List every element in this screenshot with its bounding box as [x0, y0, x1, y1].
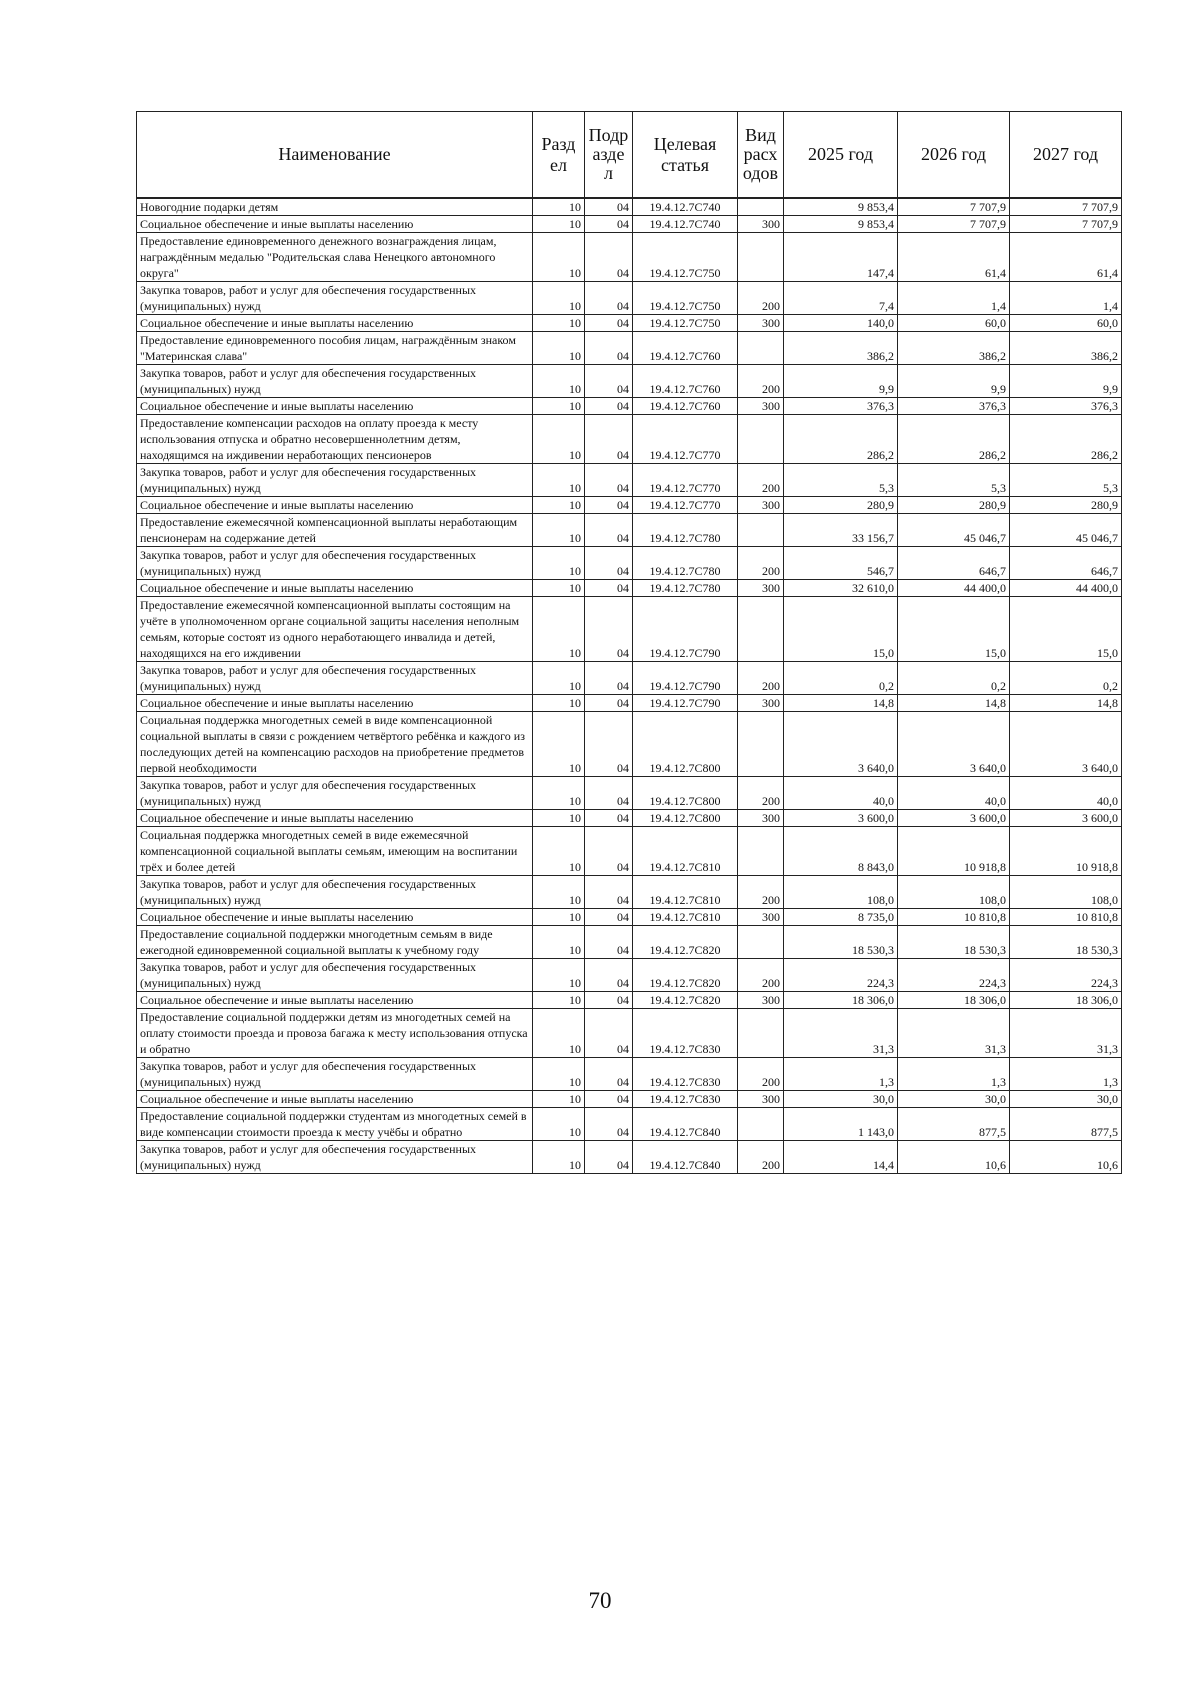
col-header-tselevaya: Целевая статья: [633, 112, 738, 199]
cell-razdel: 10: [533, 712, 585, 777]
cell-2026: 5,3: [898, 464, 1010, 497]
table-row: [137, 876, 1122, 909]
cell-vid: 200: [738, 662, 784, 695]
cell-tselevaya: 19.4.12.7С740: [633, 216, 738, 233]
cell-vid: [738, 198, 784, 216]
cell-2025: 14,8: [784, 695, 898, 712]
cell-vid: 300: [738, 992, 784, 1009]
cell-name: Закупка товаров, работ и услуг для обеспечения государственных (муниципальных) нужд: [137, 464, 533, 497]
cell-2026: 877,5: [898, 1108, 1010, 1141]
cell-razdel: 10: [533, 282, 585, 315]
cell-vid: 300: [738, 497, 784, 514]
cell-2027: 60,0: [1010, 315, 1122, 332]
cell-podrazdel: 04: [585, 1058, 633, 1091]
cell-podrazdel: 04: [585, 992, 633, 1009]
cell-vid: [738, 415, 784, 464]
cell-name: Закупка товаров, работ и услуг для обеспечения государственных (муниципальных) нужд: [137, 547, 533, 580]
cell-razdel: 10: [533, 926, 585, 959]
cell-podrazdel: 04: [585, 547, 633, 580]
cell-2025: 0,2: [784, 662, 898, 695]
cell-podrazdel: 04: [585, 315, 633, 332]
cell-2027: 31,3: [1010, 1009, 1122, 1058]
table-row: [137, 332, 1122, 365]
cell-2027: 0,2: [1010, 662, 1122, 695]
cell-2026: 45 046,7: [898, 514, 1010, 547]
cell-vid: 200: [738, 959, 784, 992]
cell-podrazdel: 04: [585, 233, 633, 282]
table-row: [137, 315, 1122, 332]
cell-2026: 224,3: [898, 959, 1010, 992]
cell-vid: [738, 514, 784, 547]
cell-2027: 7 707,9: [1010, 198, 1122, 216]
cell-razdel: 10: [533, 216, 585, 233]
cell-name: Социальное обеспечение и иные выплаты населению: [137, 992, 533, 1009]
cell-2025: 147,4: [784, 233, 898, 282]
cell-2026: 60,0: [898, 315, 1010, 332]
cell-vid: [738, 233, 784, 282]
cell-podrazdel: 04: [585, 926, 633, 959]
cell-tselevaya: 19.4.12.7С760: [633, 365, 738, 398]
cell-name: Социальное обеспечение и иные выплаты населению: [137, 695, 533, 712]
cell-vid: 300: [738, 398, 784, 415]
cell-2027: 45 046,7: [1010, 514, 1122, 547]
cell-2027: 224,3: [1010, 959, 1122, 992]
cell-vid: 300: [738, 216, 784, 233]
cell-name: Предоставление социальной поддержки студентам из многодетных семей в виде компенсации стоимости проезда к месту учёбы и обратно: [137, 1108, 533, 1141]
cell-podrazdel: 04: [585, 1108, 633, 1141]
cell-2025: 8 735,0: [784, 909, 898, 926]
cell-razdel: 10: [533, 415, 585, 464]
cell-razdel: 10: [533, 398, 585, 415]
cell-podrazdel: 04: [585, 497, 633, 514]
table-row: [137, 662, 1122, 695]
table-row: [137, 1009, 1122, 1058]
cell-tselevaya: 19.4.12.7С750: [633, 233, 738, 282]
cell-2027: 108,0: [1010, 876, 1122, 909]
cell-2025: 18 530,3: [784, 926, 898, 959]
cell-vid: 300: [738, 810, 784, 827]
cell-2025: 140,0: [784, 315, 898, 332]
cell-podrazdel: 04: [585, 514, 633, 547]
cell-name: Социальное обеспечение и иные выплаты населению: [137, 216, 533, 233]
cell-vid: 300: [738, 580, 784, 597]
cell-2027: 877,5: [1010, 1108, 1122, 1141]
cell-razdel: 10: [533, 233, 585, 282]
cell-razdel: 10: [533, 695, 585, 712]
cell-2027: 386,2: [1010, 332, 1122, 365]
cell-razdel: 10: [533, 315, 585, 332]
cell-2026: 286,2: [898, 415, 1010, 464]
cell-podrazdel: 04: [585, 415, 633, 464]
cell-2026: 7 707,9: [898, 216, 1010, 233]
col-header-2027: 2027 год: [1010, 112, 1122, 199]
cell-tselevaya: 19.4.12.7С790: [633, 695, 738, 712]
cell-2025: 33 156,7: [784, 514, 898, 547]
cell-2027: 3 600,0: [1010, 810, 1122, 827]
table-row: [137, 959, 1122, 992]
table-row: [137, 464, 1122, 497]
cell-2025: 31,3: [784, 1009, 898, 1058]
cell-2026: 18 530,3: [898, 926, 1010, 959]
cell-2025: 9,9: [784, 365, 898, 398]
cell-name: Закупка товаров, работ и услуг для обеспечения государственных (муниципальных) нужд: [137, 959, 533, 992]
cell-name: Закупка товаров, работ и услуг для обеспечения государственных (муниципальных) нужд: [137, 662, 533, 695]
table-row: [137, 1091, 1122, 1108]
cell-2025: 3 600,0: [784, 810, 898, 827]
cell-2027: 10 810,8: [1010, 909, 1122, 926]
col-header-razdel: Разд ел: [533, 112, 585, 199]
cell-2025: 286,2: [784, 415, 898, 464]
cell-vid: [738, 332, 784, 365]
cell-vid: [738, 1009, 784, 1058]
cell-tselevaya: 19.4.12.7С750: [633, 282, 738, 315]
cell-2025: 5,3: [784, 464, 898, 497]
cell-2026: 7 707,9: [898, 198, 1010, 216]
cell-tselevaya: 19.4.12.7С790: [633, 662, 738, 695]
cell-2025: 40,0: [784, 777, 898, 810]
cell-razdel: 10: [533, 365, 585, 398]
cell-name: Социальное обеспечение и иные выплаты населению: [137, 810, 533, 827]
cell-2026: 386,2: [898, 332, 1010, 365]
cell-2027: 1,3: [1010, 1058, 1122, 1091]
cell-razdel: 10: [533, 464, 585, 497]
cell-2027: 18 530,3: [1010, 926, 1122, 959]
cell-tselevaya: 19.4.12.7С820: [633, 959, 738, 992]
cell-tselevaya: 19.4.12.7С780: [633, 580, 738, 597]
cell-2026: 18 306,0: [898, 992, 1010, 1009]
table-row: [137, 827, 1122, 876]
cell-name: Новогодние подарки детям: [137, 198, 533, 216]
cell-name: Закупка товаров, работ и услуг для обеспечения государственных (муниципальных) нужд: [137, 282, 533, 315]
cell-podrazdel: 04: [585, 959, 633, 992]
cell-tselevaya: 19.4.12.7С780: [633, 547, 738, 580]
cell-vid: 200: [738, 876, 784, 909]
cell-2025: 7,4: [784, 282, 898, 315]
cell-2027: 1,4: [1010, 282, 1122, 315]
cell-vid: 300: [738, 315, 784, 332]
col-header-podrazdel: Подр азде л: [585, 112, 633, 199]
col-header-2026: 2026 год: [898, 112, 1010, 199]
cell-razdel: 10: [533, 810, 585, 827]
cell-2026: 61,4: [898, 233, 1010, 282]
cell-podrazdel: 04: [585, 1141, 633, 1174]
cell-2026: 10,6: [898, 1141, 1010, 1174]
cell-tselevaya: 19.4.12.7С840: [633, 1141, 738, 1174]
cell-vid: [738, 926, 784, 959]
cell-2026: 3 640,0: [898, 712, 1010, 777]
cell-vid: 200: [738, 282, 784, 315]
table-row: [137, 597, 1122, 662]
cell-2026: 31,3: [898, 1009, 1010, 1058]
cell-2026: 108,0: [898, 876, 1010, 909]
cell-2027: 15,0: [1010, 597, 1122, 662]
cell-name: Социальное обеспечение и иные выплаты населению: [137, 315, 533, 332]
cell-vid: [738, 1108, 784, 1141]
cell-tselevaya: 19.4.12.7С810: [633, 909, 738, 926]
cell-razdel: 10: [533, 662, 585, 695]
cell-podrazdel: 04: [585, 827, 633, 876]
cell-2025: 1,3: [784, 1058, 898, 1091]
cell-tselevaya: 19.4.12.7С770: [633, 497, 738, 514]
cell-podrazdel: 04: [585, 198, 633, 216]
cell-razdel: 10: [533, 992, 585, 1009]
cell-2027: 286,2: [1010, 415, 1122, 464]
cell-vid: 200: [738, 777, 784, 810]
cell-2026: 646,7: [898, 547, 1010, 580]
cell-name: Предоставление единовременного пособия лицам, награждённым знаком "Материнская слава": [137, 332, 533, 365]
cell-razdel: 10: [533, 909, 585, 926]
table-row: [137, 415, 1122, 464]
col-header-name: Наименование: [137, 112, 533, 199]
cell-2026: 14,8: [898, 695, 1010, 712]
cell-tselevaya: 19.4.12.7С750: [633, 315, 738, 332]
cell-tselevaya: 19.4.12.7С800: [633, 777, 738, 810]
cell-razdel: 10: [533, 547, 585, 580]
cell-name: Социальное обеспечение и иные выплаты населению: [137, 909, 533, 926]
table-row: [137, 514, 1122, 547]
cell-2026: 1,3: [898, 1058, 1010, 1091]
cell-podrazdel: 04: [585, 398, 633, 415]
cell-2026: 3 600,0: [898, 810, 1010, 827]
cell-tselevaya: 19.4.12.7С820: [633, 992, 738, 1009]
table-row: [137, 1108, 1122, 1141]
cell-razdel: 10: [533, 198, 585, 216]
cell-2025: 224,3: [784, 959, 898, 992]
cell-2025: 18 306,0: [784, 992, 898, 1009]
cell-razdel: 10: [533, 1009, 585, 1058]
cell-razdel: 10: [533, 1141, 585, 1174]
table-row: [137, 233, 1122, 282]
cell-name: Закупка товаров, работ и услуг для обеспечения государственных (муниципальных) нужд: [137, 777, 533, 810]
cell-name: Закупка товаров, работ и услуг для обеспечения государственных (муниципальных) нужд: [137, 876, 533, 909]
cell-name: Предоставление единовременного денежного вознаграждения лицам, награждённым медалью "Родительская слава Ненецкого автономного округа": [137, 233, 533, 282]
cell-razdel: 10: [533, 827, 585, 876]
cell-name: Предоставление социальной поддержки многодетным семьям в виде ежегодной единовременной социальной выплаты к учебному году: [137, 926, 533, 959]
cell-2027: 5,3: [1010, 464, 1122, 497]
cell-2027: 7 707,9: [1010, 216, 1122, 233]
cell-podrazdel: 04: [585, 695, 633, 712]
cell-tselevaya: 19.4.12.7С820: [633, 926, 738, 959]
cell-tselevaya: 19.4.12.7С830: [633, 1009, 738, 1058]
cell-podrazdel: 04: [585, 282, 633, 315]
cell-tselevaya: 19.4.12.7С790: [633, 597, 738, 662]
cell-name: Предоставление ежемесячной компенсационной выплаты состоящим на учёте в уполномоченном органе социальной защиты населения неполным семьям, которые состоят из одного неработающего инвалида и детей, находящихся на его иждивении: [137, 597, 533, 662]
cell-podrazdel: 04: [585, 365, 633, 398]
cell-2025: 546,7: [784, 547, 898, 580]
table-row: [137, 398, 1122, 415]
table-header-row: [137, 112, 1122, 199]
col-header-vid: Вид расх одов: [738, 112, 784, 199]
table-row: [137, 547, 1122, 580]
cell-vid: 200: [738, 365, 784, 398]
cell-podrazdel: 04: [585, 876, 633, 909]
cell-2027: 61,4: [1010, 233, 1122, 282]
cell-2027: 18 306,0: [1010, 992, 1122, 1009]
cell-2026: 280,9: [898, 497, 1010, 514]
cell-2027: 3 640,0: [1010, 712, 1122, 777]
cell-2025: 386,2: [784, 332, 898, 365]
cell-razdel: 10: [533, 332, 585, 365]
table-row: [137, 497, 1122, 514]
cell-razdel: 10: [533, 959, 585, 992]
cell-tselevaya: 19.4.12.7С800: [633, 712, 738, 777]
cell-podrazdel: 04: [585, 1009, 633, 1058]
cell-2027: 10 918,8: [1010, 827, 1122, 876]
cell-name: Социальное обеспечение и иные выплаты населению: [137, 497, 533, 514]
cell-razdel: 10: [533, 1058, 585, 1091]
cell-2026: 44 400,0: [898, 580, 1010, 597]
cell-podrazdel: 04: [585, 332, 633, 365]
cell-vid: 200: [738, 464, 784, 497]
cell-2026: 9,9: [898, 365, 1010, 398]
cell-vid: 300: [738, 1091, 784, 1108]
cell-tselevaya: 19.4.12.7С740: [633, 198, 738, 216]
cell-2025: 9 853,4: [784, 216, 898, 233]
cell-tselevaya: 19.4.12.7С770: [633, 464, 738, 497]
cell-2026: 10 810,8: [898, 909, 1010, 926]
cell-2025: 1 143,0: [784, 1108, 898, 1141]
cell-vid: [738, 597, 784, 662]
table-row: [137, 198, 1122, 216]
cell-razdel: 10: [533, 1091, 585, 1108]
cell-2025: 108,0: [784, 876, 898, 909]
table-row: [137, 1141, 1122, 1174]
cell-2025: 15,0: [784, 597, 898, 662]
cell-2025: 30,0: [784, 1091, 898, 1108]
cell-razdel: 10: [533, 497, 585, 514]
cell-razdel: 10: [533, 1108, 585, 1141]
cell-2025: 14,4: [784, 1141, 898, 1174]
table-row: [137, 810, 1122, 827]
cell-name: Предоставление социальной поддержки детям из многодетных семей на оплату стоимости проезда и провоза багажа к месту использования отпуска и обратно: [137, 1009, 533, 1058]
table-row: [137, 695, 1122, 712]
budget-table: [136, 111, 1122, 1174]
cell-2025: 9 853,4: [784, 198, 898, 216]
cell-tselevaya: 19.4.12.7С810: [633, 827, 738, 876]
cell-name: Социальная поддержка многодетных семей в виде компенсационной социальной выплаты в связи с рождением четвёртого ребёнка и каждого из последующих детей на компенсацию расходов на приобретение предметов первой необходимости: [137, 712, 533, 777]
cell-vid: 300: [738, 909, 784, 926]
table-row: [137, 1058, 1122, 1091]
cell-2026: 40,0: [898, 777, 1010, 810]
cell-razdel: 10: [533, 876, 585, 909]
cell-name: Социальное обеспечение и иные выплаты населению: [137, 580, 533, 597]
table-row: [137, 909, 1122, 926]
cell-podrazdel: 04: [585, 216, 633, 233]
cell-2025: 280,9: [784, 497, 898, 514]
cell-2026: 1,4: [898, 282, 1010, 315]
cell-name: Социальная поддержка многодетных семей в виде ежемесячной компенсационной социальной выплаты семьям, имеющим на воспитании трёх и более детей: [137, 827, 533, 876]
cell-2027: 280,9: [1010, 497, 1122, 514]
cell-2025: 376,3: [784, 398, 898, 415]
cell-2025: 3 640,0: [784, 712, 898, 777]
cell-2027: 9,9: [1010, 365, 1122, 398]
cell-name: Предоставление компенсации расходов на оплату проезда к месту использования отпуска и обратно несовершеннолетним детям, находящимся на иждивении неработающих пенсионеров: [137, 415, 533, 464]
cell-razdel: 10: [533, 514, 585, 547]
cell-2027: 30,0: [1010, 1091, 1122, 1108]
cell-razdel: 10: [533, 597, 585, 662]
cell-tselevaya: 19.4.12.7С760: [633, 332, 738, 365]
cell-vid: [738, 827, 784, 876]
cell-tselevaya: 19.4.12.7С830: [633, 1058, 738, 1091]
cell-2026: 0,2: [898, 662, 1010, 695]
table-row: [137, 216, 1122, 233]
cell-podrazdel: 04: [585, 712, 633, 777]
col-header-2025: 2025 год: [784, 112, 898, 199]
cell-tselevaya: 19.4.12.7С760: [633, 398, 738, 415]
cell-tselevaya: 19.4.12.7С830: [633, 1091, 738, 1108]
cell-2025: 8 843,0: [784, 827, 898, 876]
cell-2027: 10,6: [1010, 1141, 1122, 1174]
cell-tselevaya: 19.4.12.7С800: [633, 810, 738, 827]
page-number: 70: [588, 1588, 612, 1613]
cell-vid: 200: [738, 547, 784, 580]
cell-2027: 40,0: [1010, 777, 1122, 810]
cell-2026: 10 918,8: [898, 827, 1010, 876]
cell-name: Закупка товаров, работ и услуг для обеспечения государственных (муниципальных) нужд: [137, 365, 533, 398]
cell-2026: 15,0: [898, 597, 1010, 662]
cell-podrazdel: 04: [585, 464, 633, 497]
table-row: [137, 282, 1122, 315]
cell-2027: 376,3: [1010, 398, 1122, 415]
cell-2025: 32 610,0: [784, 580, 898, 597]
cell-tselevaya: 19.4.12.7С840: [633, 1108, 738, 1141]
cell-2026: 376,3: [898, 398, 1010, 415]
cell-2027: 14,8: [1010, 695, 1122, 712]
cell-razdel: 10: [533, 777, 585, 810]
cell-name: Социальное обеспечение и иные выплаты населению: [137, 398, 533, 415]
cell-vid: 300: [738, 695, 784, 712]
table-body: [137, 198, 1122, 1174]
cell-tselevaya: 19.4.12.7С810: [633, 876, 738, 909]
cell-2027: 646,7: [1010, 547, 1122, 580]
cell-podrazdel: 04: [585, 597, 633, 662]
cell-tselevaya: 19.4.12.7С770: [633, 415, 738, 464]
table-row: [137, 777, 1122, 810]
cell-podrazdel: 04: [585, 580, 633, 597]
table-row: [137, 580, 1122, 597]
table-row: [137, 365, 1122, 398]
cell-name: Закупка товаров, работ и услуг для обеспечения государственных (муниципальных) нужд: [137, 1141, 533, 1174]
cell-2027: 44 400,0: [1010, 580, 1122, 597]
cell-vid: 200: [738, 1141, 784, 1174]
cell-podrazdel: 04: [585, 909, 633, 926]
cell-podrazdel: 04: [585, 662, 633, 695]
cell-name: Предоставление ежемесячной компенсационной выплаты неработающим пенсионерам на содержание детей: [137, 514, 533, 547]
cell-podrazdel: 04: [585, 777, 633, 810]
cell-tselevaya: 19.4.12.7С780: [633, 514, 738, 547]
cell-2026: 30,0: [898, 1091, 1010, 1108]
cell-name: Социальное обеспечение и иные выплаты населению: [137, 1091, 533, 1108]
cell-vid: [738, 712, 784, 777]
table-row: [137, 712, 1122, 777]
table-row: [137, 992, 1122, 1009]
cell-vid: 200: [738, 1058, 784, 1091]
cell-podrazdel: 04: [585, 1091, 633, 1108]
cell-name: Закупка товаров, работ и услуг для обеспечения государственных (муниципальных) нужд: [137, 1058, 533, 1091]
table-row: [137, 926, 1122, 959]
cell-razdel: 10: [533, 580, 585, 597]
cell-podrazdel: 04: [585, 810, 633, 827]
